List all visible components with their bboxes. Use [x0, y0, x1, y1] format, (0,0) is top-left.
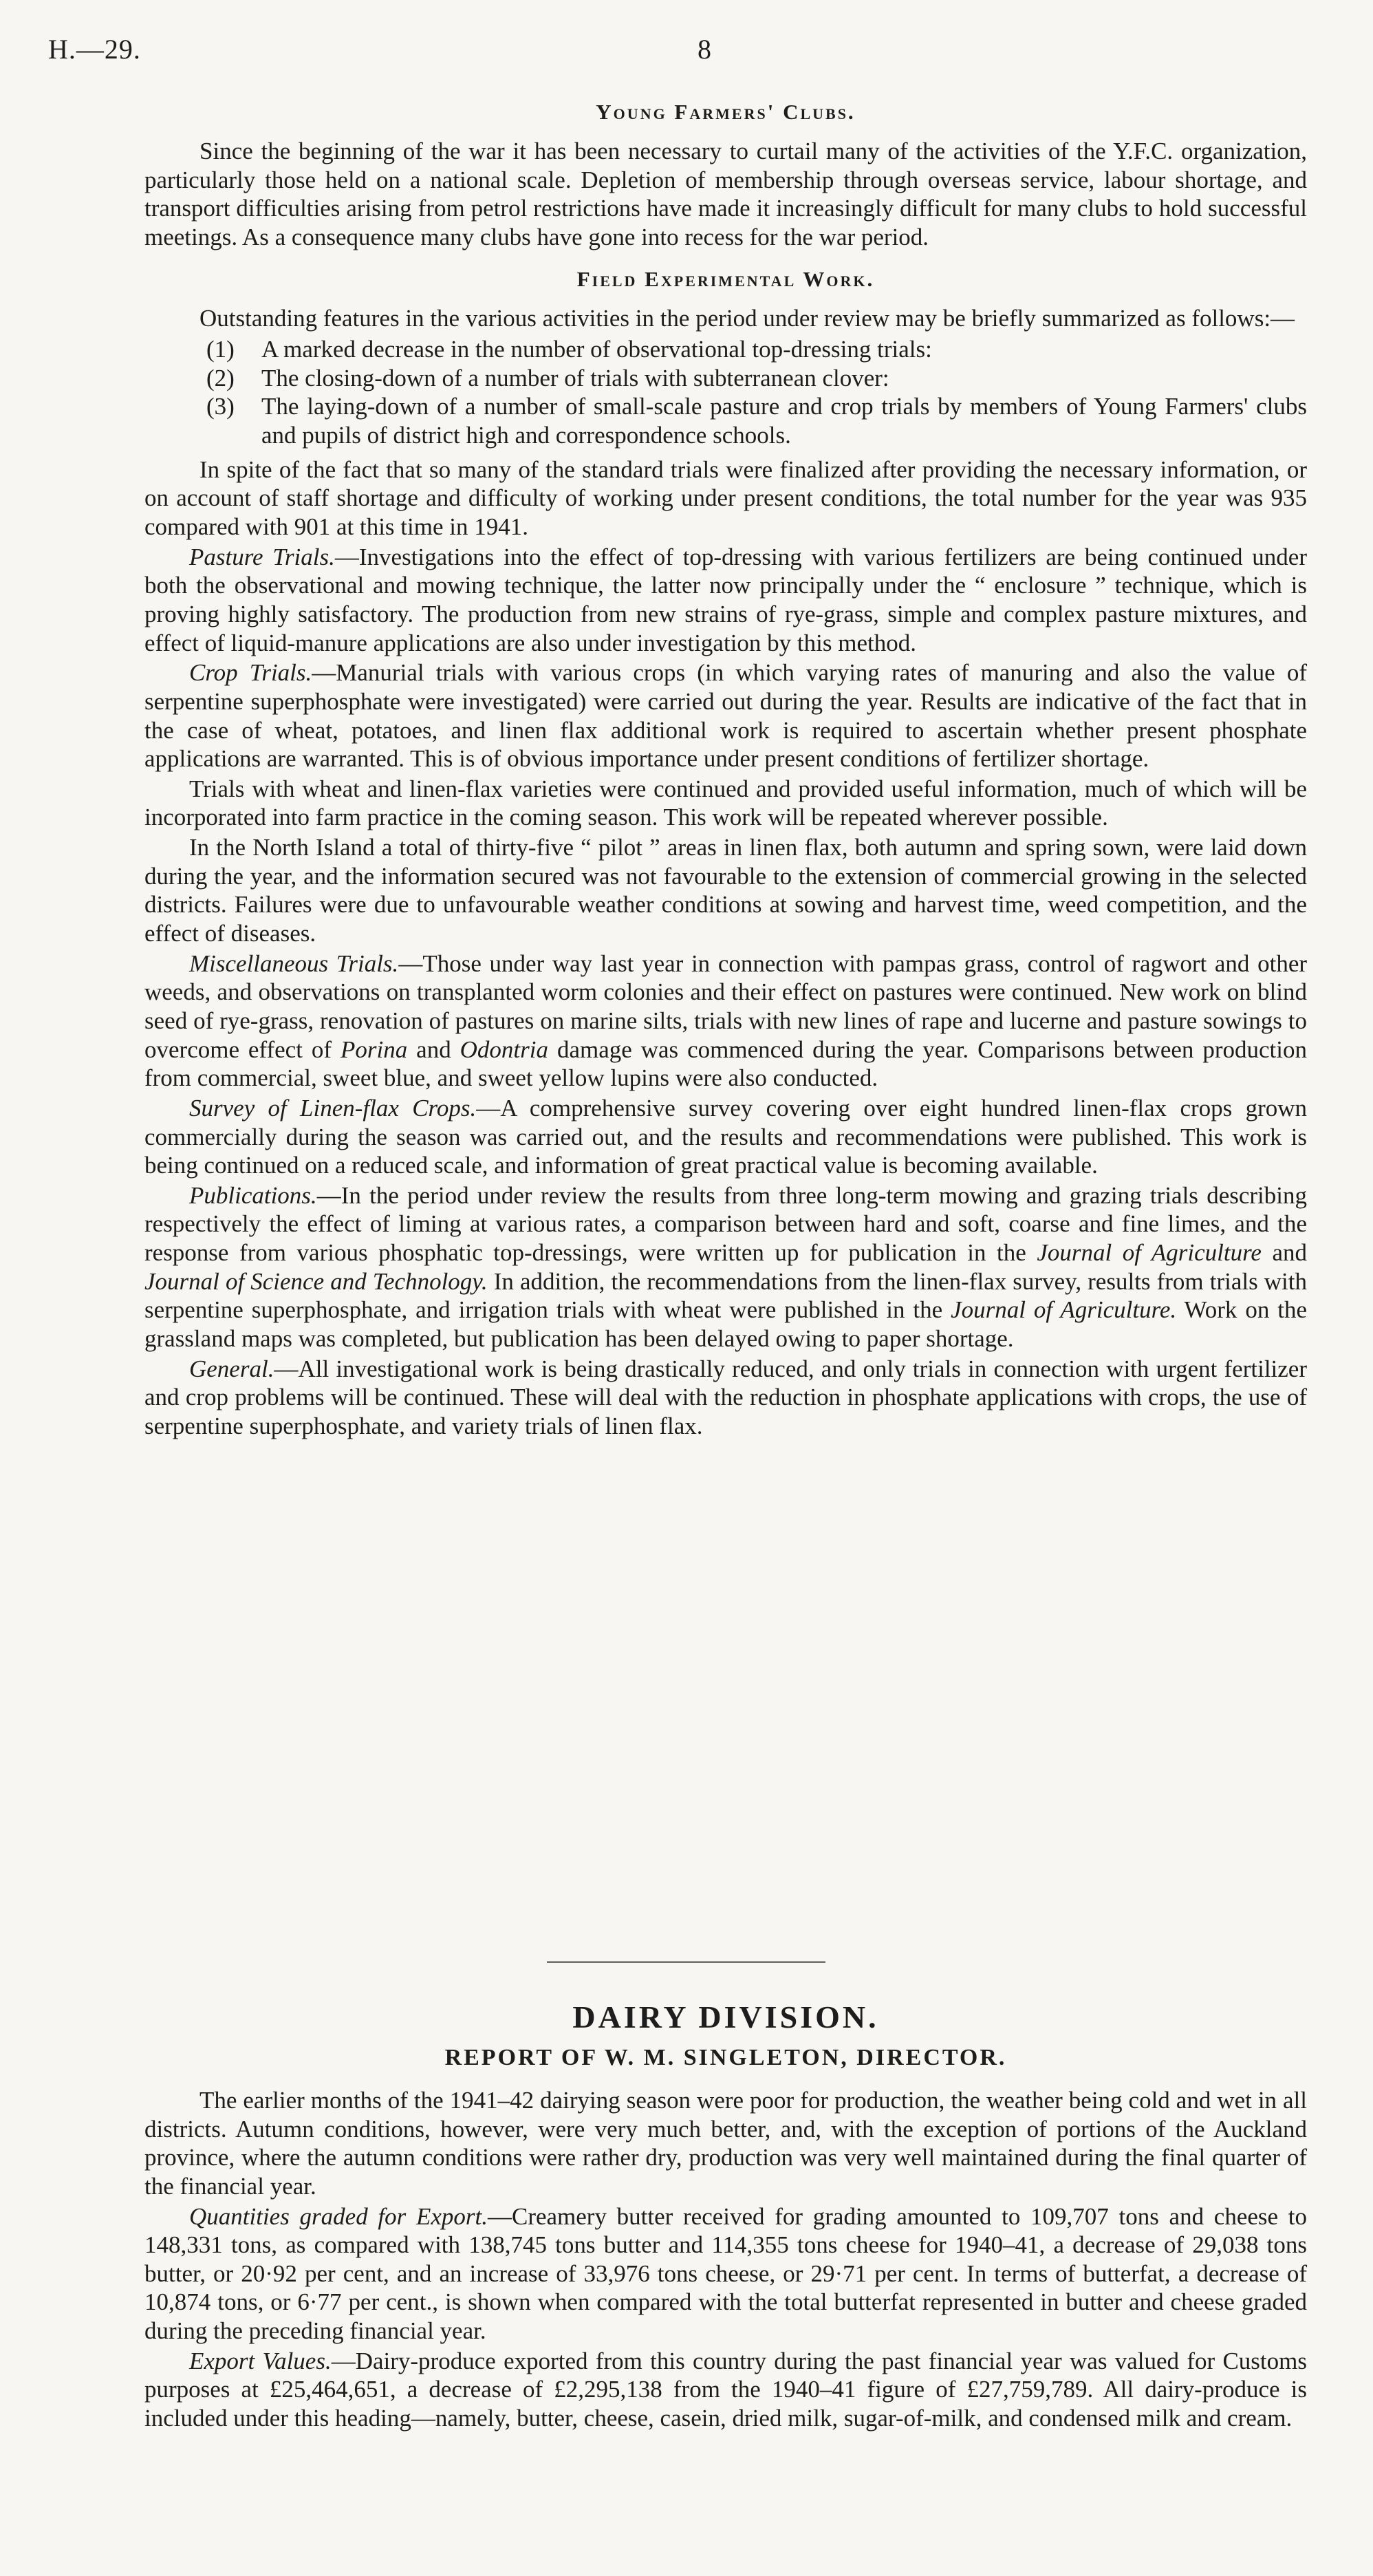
paragraph-lead: Pasture Trials.	[189, 543, 335, 570]
report-subtitle: REPORT OF W. M. SINGLETON, DIRECTOR.	[444, 2045, 1007, 2070]
general-paragraph	[144, 1355, 1307, 1441]
paragraph-body: and	[1261, 1239, 1307, 1267]
paragraph-body: In addition, the recommendations from the linen-flax survey, results from trials with serpentine superphosphate, and irrigation trials with wheat were published in the	[144, 1267, 1307, 1324]
linen-flax-survey-paragraph	[144, 1094, 1307, 1180]
section-divider	[547, 1961, 825, 1963]
list-item-text: The laying-down of a number of small-scale pasture and crop trials by members of Young Farmers' clubs and pupils of district high and correspondence schools.	[261, 393, 1307, 449]
paragraph-lead: Survey of Linen-flax Crops.	[189, 1094, 477, 1121]
journal-title: Journal of Science and Technology.	[144, 1267, 488, 1295]
wheat-flax-paragraph: Trials with wheat and linen-flax varieties were continued and provided useful information, much of which will be incorporated into farm practice in the coming season. This work will be repeated wherever possible.	[144, 775, 1307, 831]
pasture-trials-paragraph	[144, 543, 1307, 658]
paragraph-body: and	[407, 1035, 460, 1063]
crop-trials-paragraph	[144, 658, 1307, 773]
upper-section	[144, 100, 1307, 1441]
division-title: DAIRY DIVISION.	[572, 1999, 879, 2035]
paragraph-body: —In the period under review the results from three long-term mowing and grazing trials describing respectively the effect of liming at various rates, a comparison between hard and soft, coarse and fine limes, and the response from various phosphatic top-dressings, were written up for publication in the	[144, 1181, 1307, 1267]
species-name: Odontria	[460, 1035, 548, 1063]
list-item-number: (3)	[206, 393, 235, 420]
list-item-number: (2)	[206, 364, 235, 391]
publications-paragraph	[144, 1181, 1307, 1353]
paragraph-body: Work on the grassland maps was completed, but publication has been delayed owing to paper shortage.	[144, 1296, 1307, 1352]
north-island-paragraph: In the North Island a total of thirty-five “ pilot ” areas in linen flax, both autumn and spring sown, were laid down during the year, and the information secured was not favourable to the extension of commercial growing in the selected districts. Failures were due to unfavourable weather conditions at sowing and harvest time, weed competition, and the effect of diseases.	[144, 834, 1307, 947]
paragraph-lead: Miscellaneous Trials.	[189, 949, 399, 977]
paragraph-lead: Crop Trials.	[189, 659, 312, 687]
section-heading-field-work: Field Experimental Work.	[576, 266, 875, 291]
quantities-graded-paragraph	[144, 2202, 1307, 2346]
dairy-intro-paragraph: The earlier months of the 1941–42 dairying season were poor for production, the weather being cold and wet in all districts. Autumn conditions, however, were very much better, and, with the exception of portions of the Auckland province, where the autumn conditions were rather dry, production was very well maintained during the final quarter of the financial year.	[144, 2087, 1307, 2200]
paragraph-lead: Export Values.	[189, 2347, 332, 2374]
feature-list	[144, 335, 1307, 450]
paragraph-body: —Manurial trials with various crops (in which varying rates of manuring and also the value of serpentine superphosphate were investigated) were carried out during the year. Results are indicative of the fact that in the case of wheat, potatoes, and linen flax additional work is required to ascertain whether present phosphate applications are warranted. This is of obvious importance under present conditions of fertilizer shortage.	[144, 659, 1307, 773]
miscellaneous-trials-paragraph	[144, 949, 1307, 1093]
running-head	[48, 33, 1325, 67]
total-trials-paragraph: In spite of the fact that so many of the standard trials were finalized after providing the necessary information, or on account of staff shortage and difficulty of working under present conditions, the total number for the year was 935 compared with 901 at this time in 1941.	[144, 455, 1307, 541]
paragraph-body: —All investigational work is being drastically reduced, and only trials in connection with urgent fertilizer and crop problems will be continued. These will deal with the reduction in phosphate applications with crops, the use of serpentine superphosphate, and variety trials of linen flax.	[144, 1355, 1307, 1439]
paragraph-body: damage was commenced during the year. Comparisons between production from commercial, sweet blue, and sweet yellow lupins were also conducted.	[144, 1035, 1307, 1092]
list-item-text: A marked decrease in the number of observational top-dressing trials:	[261, 336, 932, 363]
list-item-number: (1)	[206, 336, 235, 363]
journal-title: Journal of Agriculture	[1037, 1239, 1262, 1267]
list-item	[206, 392, 1307, 449]
paragraph-body: —Dairy-produce exported from this country during the past financial year was valued for Customs purposes at £25,464,651, a decrease of £2,295,138 from the 1940–41 figure of £27,759,789. All dairy-produce is included under this heading—namely, butter, cheese, casein, dried milk, sugar-of-milk, and condensed milk and cream.	[144, 2347, 1308, 2432]
young-farmers-paragraph: Since the beginning of the war it has been necessary to curtail many of the activities of the Y.F.C. organization, particularly those held on a national scale. Depletion of membership through overseas service, labour shortage, and transport difficulties arising from petrol restrictions have made it increasingly difficult for many clubs to hold successful meetings. As a consequence many clubs have gone into recess for the war period.	[144, 138, 1307, 250]
export-values-paragraph	[144, 2347, 1307, 2433]
section-heading-young-farmers: Young Farmers' Clubs.	[596, 100, 856, 124]
paragraph-lead: Quantities graded for Export.	[189, 2202, 488, 2230]
list-item-text: The closing-down of a number of trials with subterranean clover:	[261, 364, 889, 391]
paragraph-body: —Those under way last year in connection with pampas grass, control of ragwort and other weeds, and observations on transplanted worm colonies and their effect on pastures were continued. New work on blind seed of rye-grass, renovation of pastures on marine silts, trials with new lines of rape and lucerne and pasture sowings to overcome effect of	[144, 949, 1308, 1063]
field-work-intro: Outstanding features in the various activities in the period under review may be briefly summarized as follows:—	[199, 304, 1295, 332]
paragraph-lead: General.	[189, 1355, 274, 1382]
dairy-section	[144, 1999, 1307, 2433]
journal-title: Journal of Agriculture.	[951, 1296, 1177, 1324]
paragraph-body: —A comprehensive survey covering over eight hundred linen-flax crops grown commercially during the season was carried out, and the results and recommendations were published. This work is being continued on a reduced scale, and information of great practical value is becoming available.	[144, 1094, 1307, 1179]
document-id: H.—29.	[48, 34, 141, 65]
species-name: Porina	[340, 1035, 408, 1063]
list-item	[206, 364, 1307, 393]
paragraph-body: —Creamery butter received for grading amounted to 109,707 tons and cheese to 148,331 tons, as compared with 138,745 tons butter and 114,355 tons cheese for 1940–41, a decrease of 29,038 tons butter, or 20·92 per cent, and an increase of 33,976 tons cheese, or 29·71 per cent. In terms of butterfat, a decrease of 10,874 tons, or 6·77 per cent., is shown when compared with the total butterfat represented in butter and cheese graded during the preceding financial year.	[144, 2202, 1307, 2345]
page-number: 8	[698, 34, 711, 65]
paragraph-body: —Investigations into the effect of top-dressing with various fertilizers are being continued under both the observational and mowing technique, the latter now principally under the “ enclosure ” technique, which is proving highly satisfactory. The production from new strains of rye-grass, simple and complex pasture mixtures, and effect of liquid-manure applications are also under investigation by this method.	[144, 543, 1307, 656]
paragraph-lead: Publications.	[189, 1181, 317, 1209]
list-item	[206, 335, 1307, 364]
